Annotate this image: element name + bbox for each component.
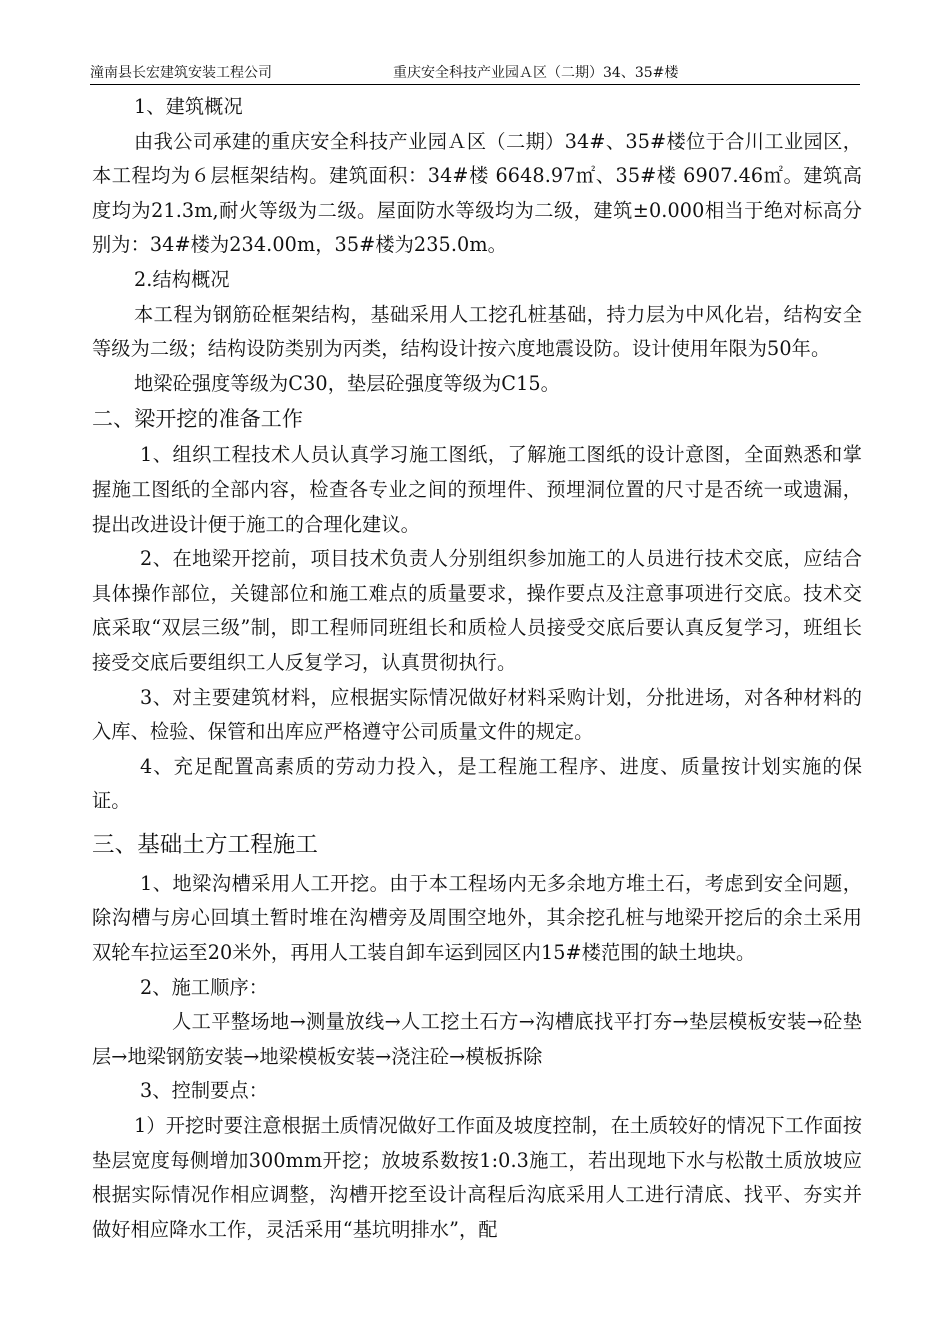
header-project: 重庆安全科技产业园Ａ区（二期）34、35#楼: [393, 65, 679, 81]
heading-structure-overview: 2.结构概况: [134, 267, 230, 291]
paragraph-prep-4: 4、充足配置高素质的劳动力投入，是工程施工程序、进度、质量按计划实施的保证。: [92, 754, 862, 813]
document-body: [92, 90, 862, 1247]
section-heading-earthwork: 三、基础土方工程施工: [92, 831, 319, 858]
heading-control-points: 3、控制要点：: [140, 1079, 269, 1103]
paragraph-control-point-1: 1）开挖时要注意根据土质情况做好工作面及坡度控制，在土质较好的情况下工作面按垫层宽度每侧增加300mm开挖；放坡系数按1:0.3施工，若出现地下水与松散土质放坡应根据实际情况作相应调整，沟槽开挖至设计高程后沟底采用人工进行清底、找平、夯实并做好相应降水工作，灵活采用“基坑明排水”，配: [92, 1114, 862, 1241]
paragraph-prep-3: 3、对主要建筑材料，应根据实际情况做好材料采购计划，分批进场，对各种材料的入库、检验、保管和出库应严格遵守公司质量文件的规定。: [92, 685, 862, 744]
paragraph-structure-overview: 本工程为钢筋砼框架结构，基础采用人工挖孔桩基础，持力层为中风化岩，结构安全等级为二级；结构设防类别为丙类，结构设计按六度地震设防。设计使用年限为50年。: [92, 302, 862, 361]
page-header: [90, 62, 860, 85]
section-heading-preparation: 二、梁开挖的准备工作: [92, 407, 303, 432]
paragraph-earthwork-1: 1、地梁沟槽采用人工开挖。由于本工程场内无多余地方堆土石，考虑到安全问题，除沟槽与房心回填土暂时堆在沟槽旁及周围空地外，其余挖孔桩与地梁开挖后的余土采用双轮车拉运至20米外，再用人工装自卸车运到园区内15#楼范围的缺土地块。: [92, 871, 862, 965]
paragraph-concrete-grade: 地梁砼强度等级为C30，垫层砼强度等级为C15。: [134, 371, 560, 395]
paragraph-prep-1: 1、组织工程技术人员认真学习施工图纸，了解施工图纸的设计意图，全面熟悉和掌握施工图纸的全部内容，检查各专业之间的预埋件、预埋洞位置的尺寸是否统一或遗漏，提出改进设计便于施工的合理化建议。: [92, 443, 862, 536]
heading-building-overview: 1、建筑概况: [134, 95, 243, 118]
paragraph-building-overview: 由我公司承建的重庆安全科技产业园Ａ区（二期）34#、35#楼位于合川工业园区，本工程均为６层框架结构。建筑面积：34#楼 6648.97㎡、35#楼 6907.46㎡。建筑高度均为21.3m,耐火等级为二级。屋面防水等级均为二级，建筑±0.000相当于绝对标高分别为：34#楼为234.00m，35#楼为235.0m。: [92, 129, 862, 257]
paragraph-prep-2: 2、在地梁开挖前，项目技术负责人分别组织参加施工的人员进行技术交底，应结合具体操作部位，关键部位和施工难点的质量要求，操作要点及注意事项进行交底。技术交底采取“双层三级”制，即工程师同班组长和质检人员接受交底后要认真反复学习，班组长接受交底后要组织工人反复学习，认真贯彻执行。: [92, 547, 862, 674]
header-company: 潼南县长宏建筑安装工程公司: [90, 65, 272, 81]
paragraph-construction-sequence: 人工平整场地→测量放线→人工挖土石方→沟槽底找平打夯→垫层模板安装→砼垫层→地梁钢筋安装→地梁模板安装→浇注砼→模板拆除: [92, 1010, 862, 1068]
heading-construction-sequence: 2、施工顺序：: [140, 975, 269, 999]
